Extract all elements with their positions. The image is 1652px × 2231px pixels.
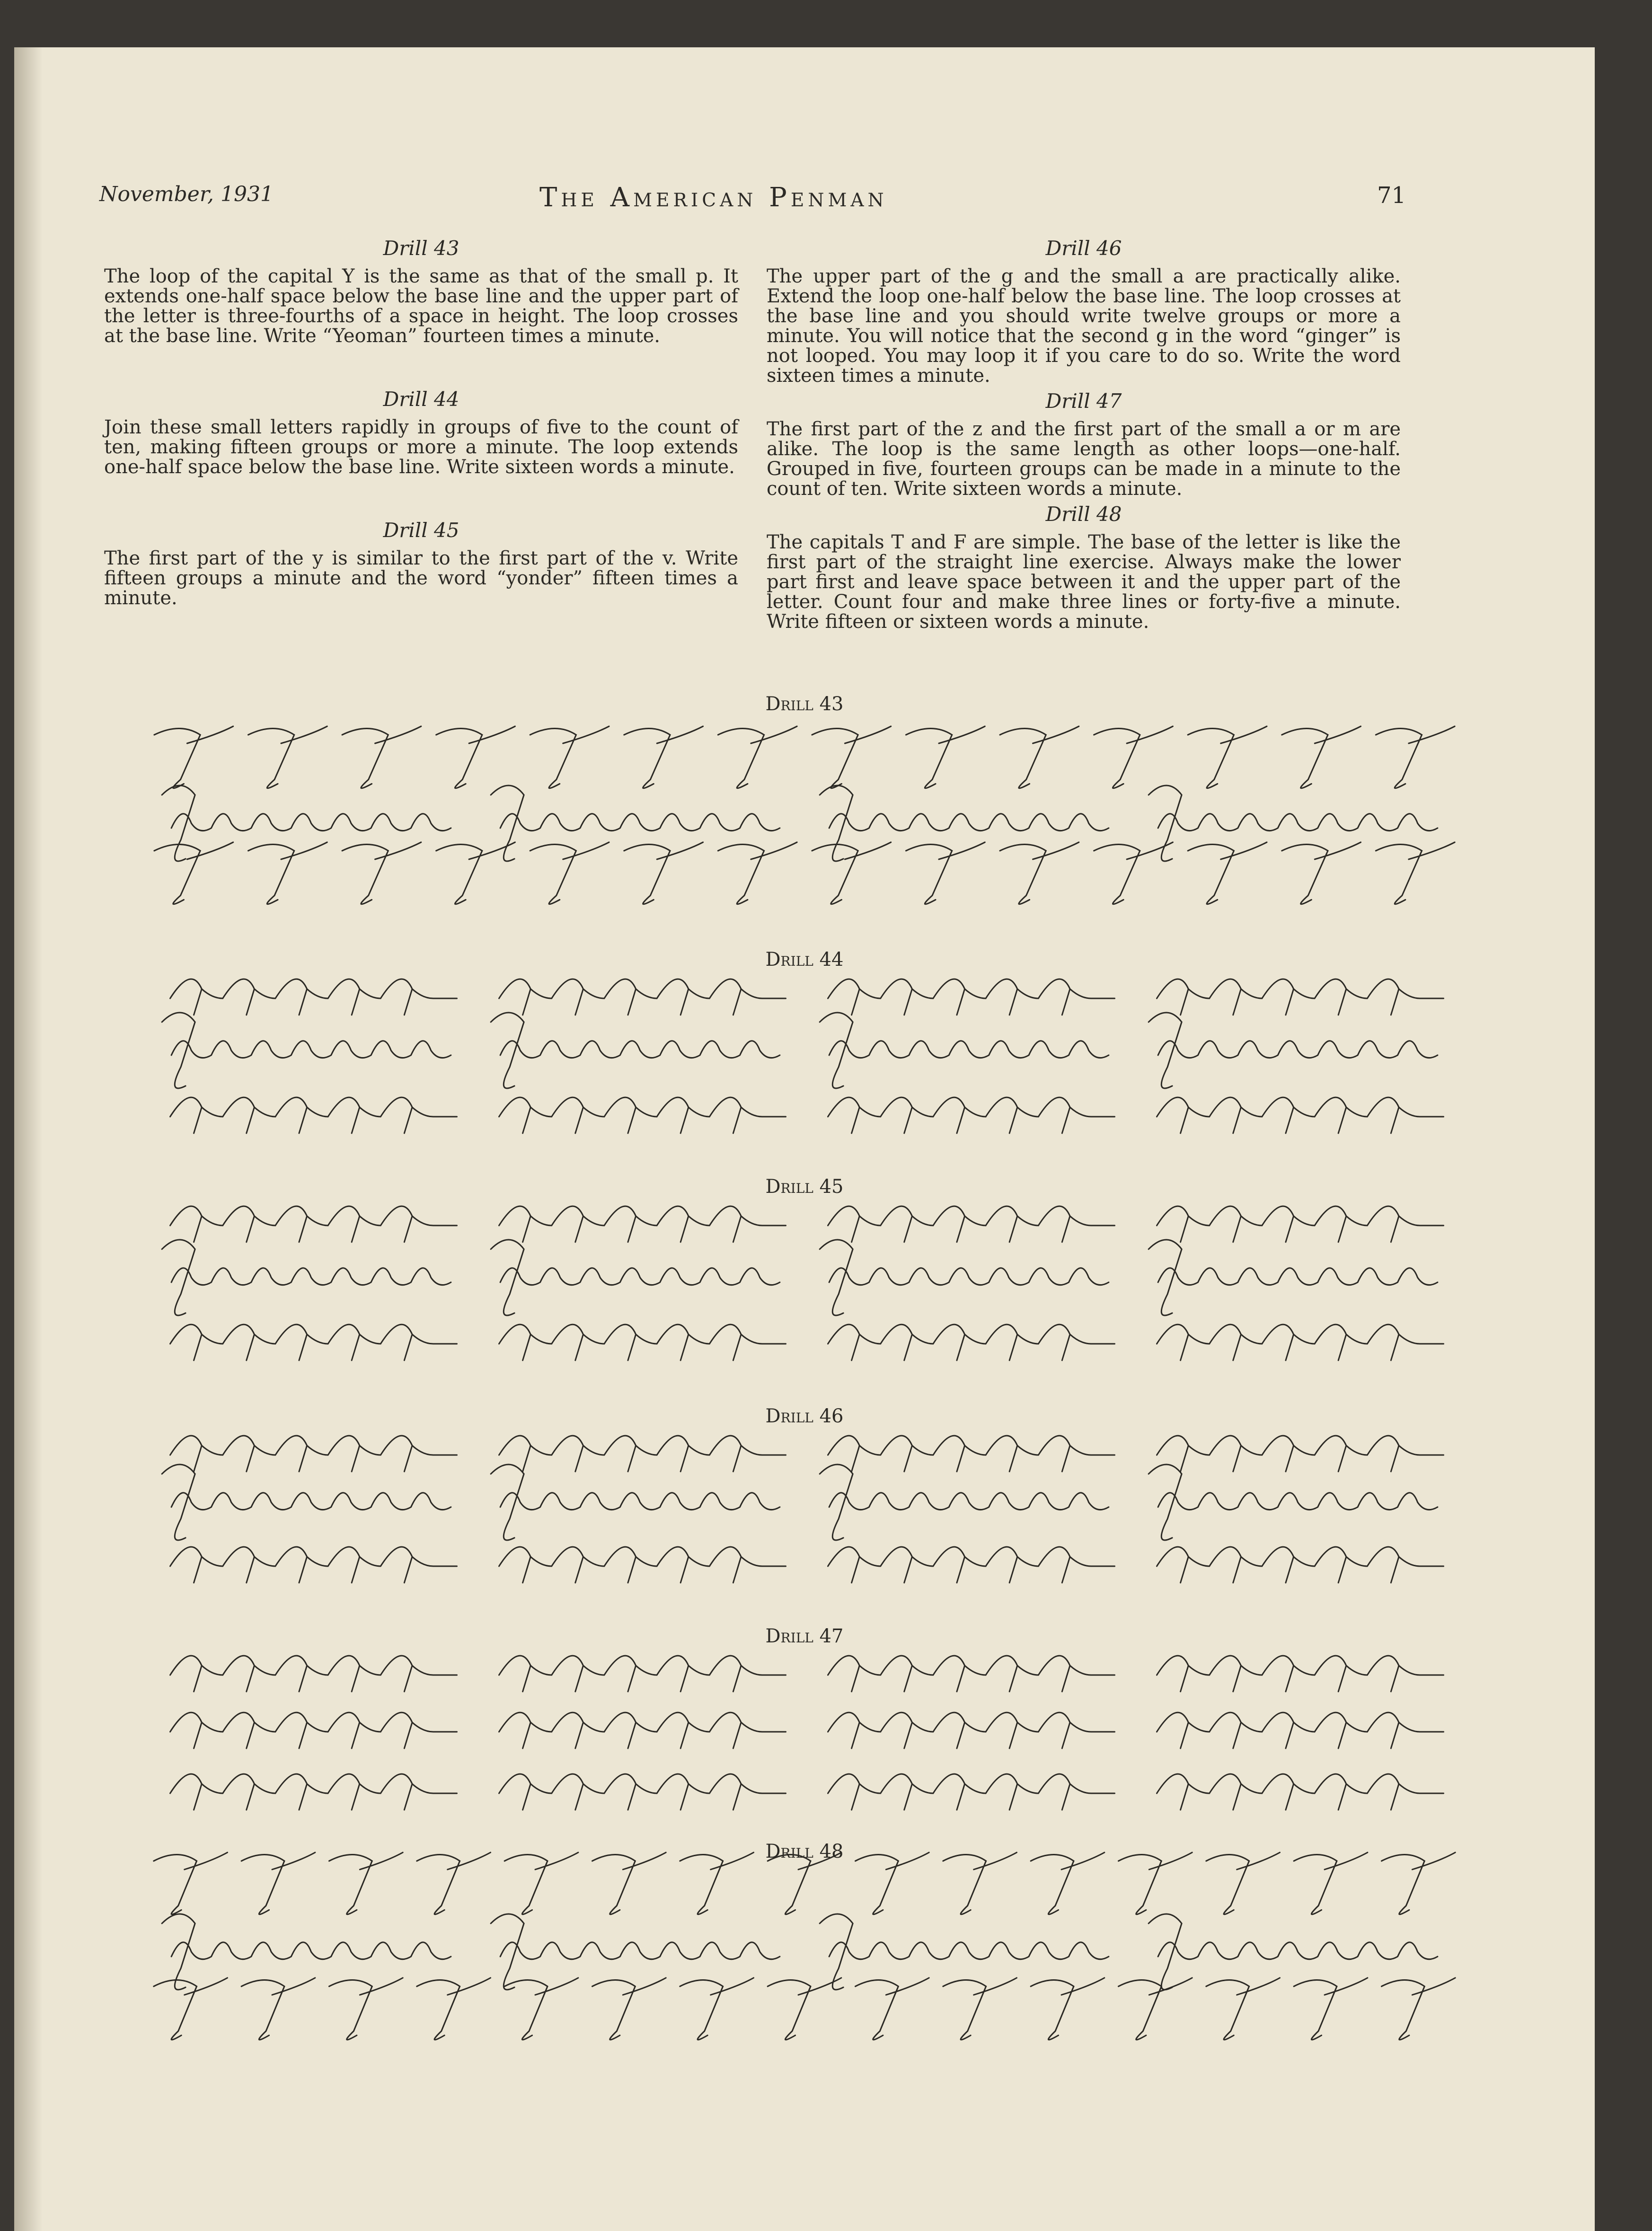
- plate-2-row-2-stroke: [1148, 1013, 1438, 1088]
- plate-1-row-1-stroke: [154, 726, 233, 788]
- plate-5-row-1-stroke: [1157, 1656, 1444, 1692]
- plate-3-row-2-stroke: [1148, 1240, 1438, 1315]
- plate-2-row-3-stroke: [170, 1097, 457, 1133]
- header-date: November, 1931: [99, 182, 274, 206]
- drill-heading: Drill 43: [383, 237, 459, 260]
- plate-4-row-2-stroke: [491, 1464, 780, 1540]
- plate-5-row-1-stroke: [170, 1656, 457, 1692]
- plate-6-row-3-stroke: [1118, 1978, 1192, 2040]
- plate-1-row-1-stroke: [342, 726, 421, 788]
- plate-6-row-3-stroke: [1381, 1978, 1455, 2040]
- plate-6-row-1-stroke: [417, 1852, 491, 1914]
- plate-1-row-1-stroke: [812, 726, 891, 788]
- plate-1-row-3-stroke: [530, 842, 609, 904]
- plate-6-row-3-stroke: [855, 1978, 929, 2040]
- plate-4-row-2-stroke: [1148, 1464, 1438, 1540]
- plate-1-row-1-stroke: [906, 726, 985, 788]
- handwriting-plates: [14, 47, 1595, 2231]
- plate-1-row-3-stroke: [624, 842, 703, 904]
- plate-1-row-3-stroke: [1188, 842, 1267, 904]
- plate-6-row-1-stroke: [1206, 1852, 1280, 1914]
- plate-6-row-1-stroke: [1031, 1852, 1104, 1914]
- plate-6-row-3-stroke: [1294, 1978, 1368, 2040]
- page-number: 71: [1377, 182, 1406, 209]
- plate-1-row-1-stroke: [248, 726, 327, 788]
- plate-6-row-3-stroke: [943, 1978, 1017, 2040]
- plate-3-row-2-stroke: [162, 1240, 451, 1315]
- plate-4-row-1-stroke: [828, 1436, 1115, 1472]
- plate-1-row-1-stroke: [436, 726, 515, 788]
- plate-6-row-1-stroke: [943, 1852, 1017, 1914]
- drill-text: The capitals T and F are simple. The base of the letter is like the first part of the straight line exercise. Always make the lower part first and leave space between it and the upper part of the letter. Count four and make three lines or forty-five a minute. Write fifteen or sixteen words a minute.: [767, 531, 1401, 633]
- plate-3-row-3-stroke: [170, 1324, 457, 1360]
- plate-6-row-1-stroke: [1381, 1852, 1455, 1914]
- plate-1-row-1-stroke: [1376, 726, 1455, 788]
- plate-2-row-1-stroke: [499, 979, 786, 1015]
- plate-2-row-3-stroke: [828, 1097, 1115, 1133]
- plate-1-row-3-stroke: [154, 842, 233, 904]
- plate-1-row-1-stroke: [624, 726, 703, 788]
- plate-6-row-1-stroke: [680, 1852, 754, 1914]
- plate-2-row-2-stroke: [820, 1013, 1109, 1088]
- plate-4-row-1-stroke: [1157, 1436, 1444, 1472]
- drill-heading: Drill 47: [1045, 389, 1122, 413]
- plate-2-row-3-stroke: [1157, 1097, 1444, 1133]
- plate-1-row-3-stroke: [1282, 842, 1361, 904]
- plate-6-row-3-stroke: [329, 1978, 403, 2040]
- drill-text: The first part of the z and the first part of the small a or m are alike. The loop is the same length as other loops—one-half. Grouped in five, fourteen groups can be made in a minute to the count of ten. Write sixteen words a minute.: [767, 418, 1401, 500]
- plate-6-row-1-stroke: [1118, 1852, 1192, 1914]
- plate-6-row-1-stroke: [1294, 1852, 1368, 1914]
- drill-text: Join these small letters rapidly in groups of five to the count of ten, making fifteen groups or more a minute. The loop extends one-half space below the base line. Write sixteen words a minute.: [104, 416, 738, 478]
- plate-5-row-3-stroke: [170, 1774, 457, 1810]
- plate-1-row-3-stroke: [812, 842, 891, 904]
- plate-5-row-2-stroke: [828, 1712, 1115, 1748]
- plate-2-row-3-stroke: [499, 1097, 786, 1133]
- plate-1-row-2-stroke: [820, 785, 1109, 861]
- plate-1-row-3-stroke: [248, 842, 327, 904]
- plate-2-row-2-stroke: [491, 1013, 780, 1088]
- plate-1-row-3-stroke: [906, 842, 985, 904]
- plate-6-row-1-stroke: [768, 1852, 841, 1914]
- plate-6-row-3-stroke: [1031, 1978, 1104, 2040]
- plate-1-row-2-stroke: [1148, 785, 1438, 861]
- plate-6-row-2-stroke: [162, 1914, 451, 1990]
- plate-caption-drill-44: Drill 44: [765, 949, 844, 970]
- plate-5-row-2-stroke: [170, 1712, 457, 1748]
- plate-3-row-1-stroke: [170, 1206, 457, 1242]
- plate-6-row-2-stroke: [820, 1914, 1109, 1990]
- plate-2-row-1-stroke: [828, 979, 1115, 1015]
- plate-1-row-1-stroke: [1282, 726, 1361, 788]
- plate-3-row-1-stroke: [499, 1206, 786, 1242]
- plate-6-row-1-stroke: [504, 1852, 578, 1914]
- drill-heading: Drill 45: [383, 519, 459, 542]
- plate-6-row-1-stroke: [855, 1852, 929, 1914]
- plate-5-row-2-stroke: [1157, 1712, 1444, 1748]
- plate-6-row-3-stroke: [154, 1978, 228, 2040]
- plate-3-row-2-stroke: [491, 1240, 780, 1315]
- plate-3-row-1-stroke: [1157, 1206, 1444, 1242]
- plate-6-row-3-stroke: [1206, 1978, 1280, 2040]
- plate-1-row-1-stroke: [1000, 726, 1079, 788]
- plate-6-row-2-stroke: [491, 1914, 780, 1990]
- plate-6-row-1-stroke: [329, 1852, 403, 1914]
- plate-caption-drill-45: Drill 45: [765, 1176, 844, 1198]
- plate-1-row-1-stroke: [1094, 726, 1173, 788]
- plate-3-row-3-stroke: [1157, 1324, 1444, 1360]
- plate-1-row-3-stroke: [1094, 842, 1173, 904]
- plate-5-row-1-stroke: [828, 1656, 1115, 1692]
- plate-3-row-3-stroke: [828, 1324, 1115, 1360]
- plate-6-row-3-stroke: [504, 1978, 578, 2040]
- drill-heading: Drill 44: [383, 388, 459, 411]
- plate-1-row-3-stroke: [1376, 842, 1455, 904]
- plate-5-row-3-stroke: [1157, 1774, 1444, 1810]
- plate-2-row-1-stroke: [170, 979, 457, 1015]
- plate-6-row-3-stroke: [592, 1978, 666, 2040]
- drill-text: The loop of the capital Y is the same as that of the small p. It extends one-half space below the base line and the upper part of the letter is three-fourths of a space in height. The loop crosses at the base line. Write “Yeoman” fourteen times a minute.: [104, 265, 738, 347]
- plate-4-row-3-stroke: [499, 1547, 786, 1583]
- plate-caption-drill-47: Drill 47: [765, 1625, 844, 1647]
- plate-6-row-1-stroke: [241, 1852, 315, 1914]
- plate-3-row-1-stroke: [828, 1206, 1115, 1242]
- plate-caption-drill-43: Drill 43: [765, 693, 844, 715]
- plate-5-row-3-stroke: [828, 1774, 1115, 1810]
- plate-2-row-2-stroke: [162, 1013, 451, 1088]
- drill-text: The first part of the y is similar to the first part of the v. Write fifteen groups a minute and the word “yonder” fifteen times a minute.: [104, 547, 738, 609]
- plate-4-row-1-stroke: [499, 1436, 786, 1472]
- plate-6-row-3-stroke: [680, 1978, 754, 2040]
- plate-5-row-3-stroke: [499, 1774, 786, 1810]
- plate-4-row-2-stroke: [820, 1464, 1109, 1540]
- drill-text: The upper part of the g and the small a are practically alike. Extend the loop one-half below the base line. The loop crosses at the base line and you should write twelve groups or more a minute. You will notice that the second g in the word “ginger” is not looped. You may loop it if you care to do so. Write the word sixteen times a minute.: [767, 265, 1401, 387]
- plate-6-row-3-stroke: [417, 1978, 491, 2040]
- plate-1-row-1-stroke: [530, 726, 609, 788]
- plate-caption-drill-48: Drill 48: [765, 1841, 844, 1862]
- plate-4-row-2-stroke: [162, 1464, 451, 1540]
- plate-1-row-3-stroke: [1000, 842, 1079, 904]
- drill-heading: Drill 46: [1045, 237, 1122, 260]
- plate-6-row-1-stroke: [154, 1852, 228, 1914]
- plate-6-row-3-stroke: [241, 1978, 315, 2040]
- plate-4-row-3-stroke: [1157, 1547, 1444, 1583]
- plate-1-row-3-stroke: [436, 842, 515, 904]
- plate-1-row-1-stroke: [1188, 726, 1267, 788]
- plate-2-row-1-stroke: [1157, 979, 1444, 1015]
- plate-6-row-3-stroke: [768, 1978, 841, 2040]
- plate-1-row-2-stroke: [491, 785, 780, 861]
- plate-1-row-2-stroke: [162, 785, 451, 861]
- plate-5-row-1-stroke: [499, 1656, 786, 1692]
- magazine-page: [14, 47, 1595, 2231]
- plate-4-row-1-stroke: [170, 1436, 457, 1472]
- plate-4-row-3-stroke: [170, 1547, 457, 1583]
- header-title: The American Penman: [539, 182, 888, 213]
- plate-5-row-2-stroke: [499, 1712, 786, 1748]
- plate-1-row-3-stroke: [342, 842, 421, 904]
- plate-6-row-1-stroke: [592, 1852, 666, 1914]
- plate-4-row-3-stroke: [828, 1547, 1115, 1583]
- plate-caption-drill-46: Drill 46: [765, 1405, 844, 1427]
- plate-1-row-1-stroke: [718, 726, 797, 788]
- plate-3-row-2-stroke: [820, 1240, 1109, 1315]
- drill-heading: Drill 48: [1045, 503, 1122, 526]
- plate-1-row-3-stroke: [718, 842, 797, 904]
- plate-3-row-3-stroke: [499, 1324, 786, 1360]
